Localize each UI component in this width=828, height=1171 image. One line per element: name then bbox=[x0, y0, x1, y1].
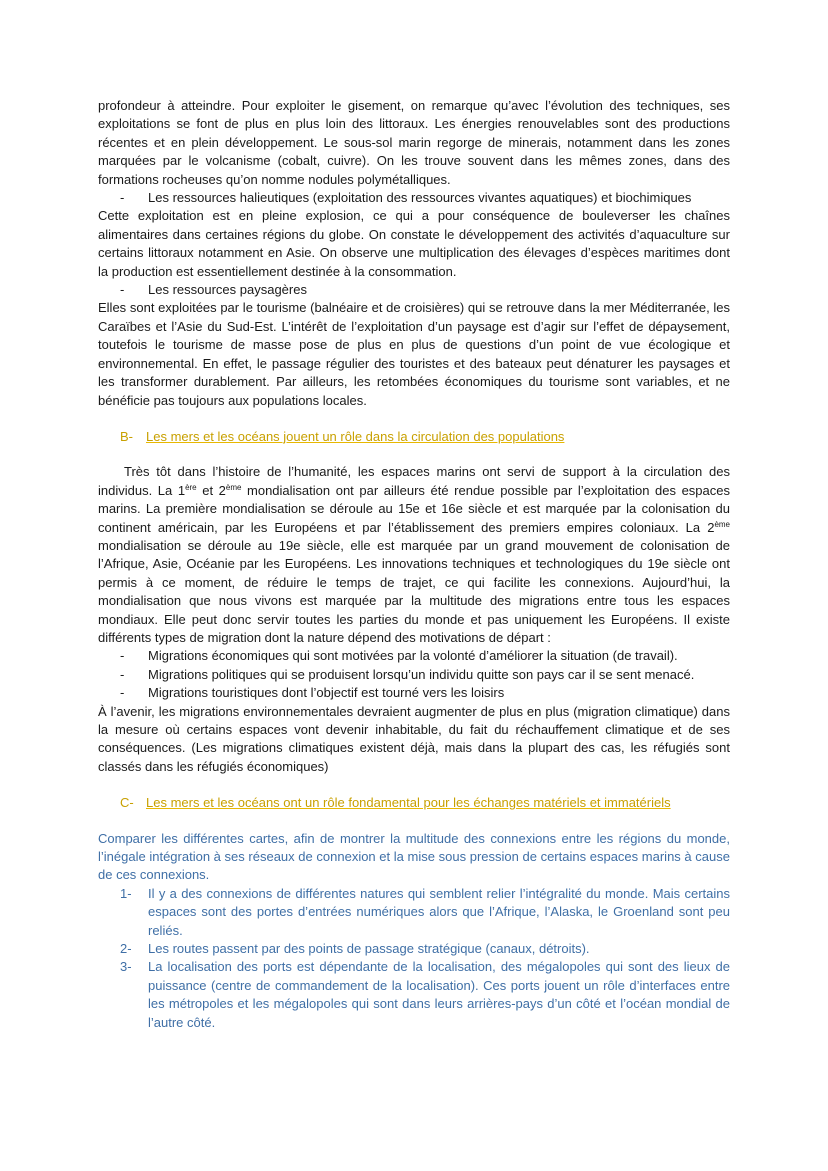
item-text: Les routes passent par des points de passage stratégique (canaux, détroits). bbox=[148, 941, 590, 957]
item-number: 3- bbox=[120, 959, 132, 975]
dash-bullet: - bbox=[120, 190, 125, 206]
numbered-item bbox=[98, 940, 730, 958]
intro-paragraph-1: profondeur à atteindre. Pour exploiter le gisement, on remarque qu’avec l’évolution des techniques, ses exploitations se font de plus en plus loin des littoraux. Les énergies renouvelables sont des productions récentes et en plein développement. Le sous-sol marin regorge de minerais, notamment dans les zones marquées par le volcanisme (cobalt, cuivre). On les trouve souvent dans les mêmes zones, dans des formations rocheuses qu’on nomme nodules polymétalliques. bbox=[98, 98, 730, 187]
list-item bbox=[98, 647, 730, 665]
list-item-text: Les ressources paysagères bbox=[148, 282, 307, 298]
document-page bbox=[98, 97, 730, 1032]
text-run: mondialisation se déroule au 19e siècle, elle est marquée par un grand mouvement de colonisation de l’Afrique, Asie, Océanie par les Européens. Les innovations techniques et technologiques du 19e siècle ont permis à ce moment, de réduire le temps de trajet, ce qui facilite les connexions. Aujourd’hui, la mondialisation que nous vivons est marquée par la multitude des migrations entre tous les espaces mondiaux. Elle peut donc servir toutes les parties du monde et pas uniquement les Européens. Il existe différents types de migration dont la nature dépend des motivations de départ : bbox=[98, 537, 730, 645]
item-number: 1- bbox=[120, 885, 132, 901]
section-b-heading bbox=[98, 428, 730, 446]
dash-bullet: - bbox=[120, 666, 125, 682]
intro-paragraph-3: Elles sont exploitées par le tourisme (balnéaire et de croisières) qui se retrouve dans la mer Méditerranée, les Caraïbes et l’Asie du Sud-Est. L’intérêt de l’exploitation d’un paysage est d’agir sur l’effet de dépaysement, toutefois le tourisme de masse pose de plus en plus de questions d’un point de vue écologique et environnemental. En effet, le passage régulier des touristes et des bateaux peut dénaturer les paysages et les transformer durablement. Par ailleurs, les retombées économiques du tourisme sont variables, et ne bénéficie pas toujours aux populations locales. bbox=[98, 300, 730, 408]
list-item-paysageres bbox=[98, 281, 730, 299]
list-item bbox=[98, 666, 730, 684]
numbered-item bbox=[98, 958, 730, 1032]
dash-bullet: - bbox=[120, 685, 125, 701]
section-c-letter: C- bbox=[120, 795, 134, 811]
section-b-paragraph-2: À l’avenir, les migrations environnementales devraient augmenter de plus en plus (migration climatique) dans la mesure où certains espaces vont devenir inhabitable, du fait du réchauffement climatique et de ses conséquences. (Les migrations climatiques existent déjà, mais dans la plupart des cas, les réfugiés sont classés dans les réfugiés économiques) bbox=[98, 703, 730, 774]
item-text: La localisation des ports est dépendante de la localisation, des mégalopoles qui sont des lieux de puissance (centre de commandement de la localisation). Ces ports jouent un rôle d’interfaces entre les métropoles et les mégalopoles qui sont dans leurs arrières-pays d’un côté et l’océan mondial de l’autre côté. bbox=[148, 959, 730, 1030]
list-item bbox=[98, 684, 730, 702]
superscript: ère bbox=[185, 482, 197, 492]
numbered-item bbox=[98, 885, 730, 940]
list-item-text: Migrations économiques qui sont motivées par la volonté d’améliorer la situation (de travail). bbox=[148, 648, 678, 664]
superscript: ème bbox=[225, 482, 242, 492]
list-item-halieutiques bbox=[98, 189, 730, 207]
list-item-text: Migrations touristiques dont l’objectif est tourné vers les loisirs bbox=[148, 685, 505, 701]
dash-bullet: - bbox=[120, 648, 125, 664]
section-c-heading bbox=[98, 794, 730, 812]
list-item-text: Migrations politiques qui se produisent lorsqu’un individu quitte son pays car il se sent menacé. bbox=[148, 666, 695, 682]
section-c-intro: Comparer les différentes cartes, afin de montrer la multitude des connexions entre les régions du monde, l’inégale intégration à ses réseaux de connexion et la mise sous pression de certains espaces marins à cause de ces connexions. bbox=[98, 830, 730, 883]
section-b-title: Les mers et les océans jouent un rôle dans la circulation des populations bbox=[146, 428, 565, 444]
section-b-letter: B- bbox=[120, 428, 133, 444]
item-text: Il y a des connexions de différentes natures qui semblent relier l’intégralité du monde. Mais certains espaces sont des portes d’entrées numériques alors que l’Afrique, l’Alaska, le Groenland sont peu reliés. bbox=[148, 885, 730, 938]
intro-paragraph-2: Cette exploitation est en pleine explosion, ce qui a pour conséquence de bouleverser les chaînes alimentaires dans certaines régions du globe. On constate le développement des activités d’aquaculture sur certains littoraux notamment en Asie. On observe une multiplication des élevages d’espèces maritimes dont la production est essentiellement destinée à la consommation. bbox=[98, 208, 730, 279]
text-run: Très tôt dans l’histoire de l’humanité, les espaces marins ont servi de support à la circulation des individus. La 1 bbox=[98, 464, 730, 498]
dash-bullet: - bbox=[120, 282, 125, 298]
section-c-title: Les mers et les océans ont un rôle fondamental pour les échanges matériels et immatériels bbox=[146, 795, 671, 811]
section-b-paragraph-1 bbox=[98, 463, 730, 647]
item-number: 2- bbox=[120, 941, 132, 957]
text-run: et 2 bbox=[196, 482, 226, 498]
text-run: mondialisation ont par ailleurs été rendue possible par l’exploitation des espaces marins. La première mondialisation se déroule au 15e et 16e siècle et est marquée par la colonisation du continent américain, par les Européens et par l’établissement des premiers empires coloniaux. La 2 bbox=[98, 482, 730, 535]
list-item-text: Les ressources halieutiques (exploitation des ressources vivantes aquatiques) et biochimiques bbox=[148, 190, 692, 206]
superscript: ème bbox=[714, 519, 730, 529]
